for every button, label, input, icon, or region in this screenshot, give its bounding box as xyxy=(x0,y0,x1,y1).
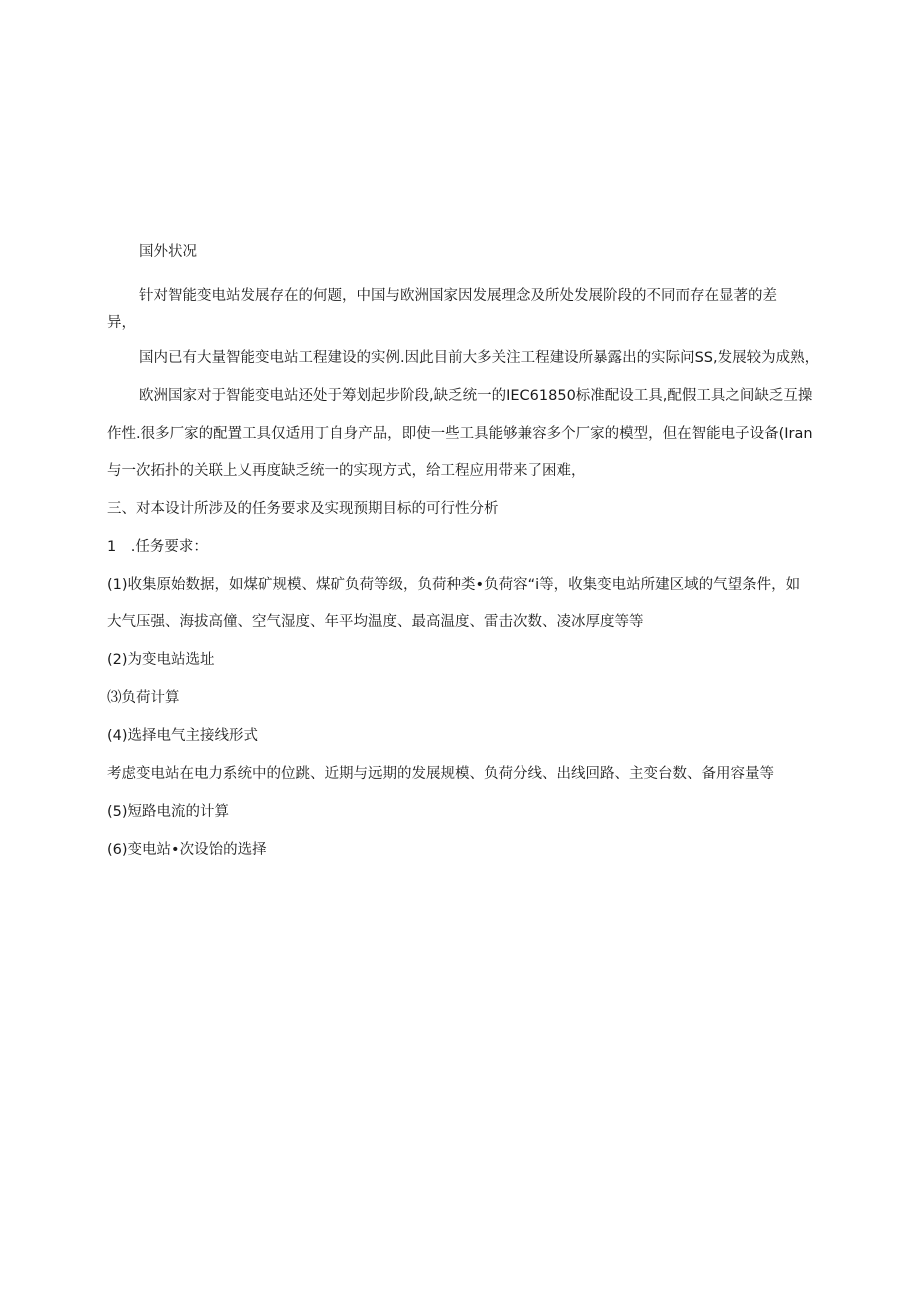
paragraph-2-line-1: 国内已有大量智能变电站工程建设的实例.因此目前大多关注工程建设所暴露出的实际问SS,发展较为成熟， xyxy=(139,350,820,366)
task-item-4-detail: 考虑变电站在电力系统中的位跳、近期与远期的发展规模、负荷分线、出线回路、主变台数、备用容量等 xyxy=(107,766,774,782)
paragraph-1-line-1: 针对智能变电站发展存在的何题，中国与欧洲国家因发展理念及所处发展阶段的不同而存在显著的差 xyxy=(139,288,777,304)
section-three-title: 三、对本设计所涉及的任务要求及实现预期目标的可行性分析 xyxy=(107,501,499,517)
task-item-4: (4)选择电气主接线形式 xyxy=(107,728,259,744)
paragraph-3-line-2: 作性.很多厂家的配置工具仅适用丁自身产品，即使一些工具能够兼容多个厂家的模型，但在智能电子设备(Iran xyxy=(107,426,813,442)
paragraph-3-line-3: 与一次拓扑的关联上乂再度缺乏统一的实现方式，给工程应用带来了困难， xyxy=(107,463,586,479)
task-item-3: ⑶负荷计算 xyxy=(107,690,180,706)
section-heading-foreign-status: 国外状况 xyxy=(139,244,197,260)
paragraph-1-line-2: 异， xyxy=(107,315,136,331)
task-item-1-line-1: (1)收集原始数据，如煤矿规模、煤矿负荷等级，负荷种类•负荷容“i等，收集变电站所建区域的气望条件，如 xyxy=(107,577,801,593)
paragraph-3-line-1: 欧洲国家对于智能变电站还处于筹划起步阶段,缺乏统一的IEC61850标准配设工具,配假工具之间缺乏互操 xyxy=(139,388,813,404)
task-requirements-heading: 1 .任务要求： xyxy=(107,539,208,555)
task-item-5: (5)短路电流的计算 xyxy=(107,804,230,820)
task-item-6: (6)变电站•次设饴的选择 xyxy=(107,842,267,858)
task-item-2: (2)为变电站选址 xyxy=(107,652,215,668)
task-item-1-line-2: 大气压强、海拔高僮、空气湿度、年平均温度、最高温度、雷击次数、凌冰厚度等等 xyxy=(107,614,644,630)
